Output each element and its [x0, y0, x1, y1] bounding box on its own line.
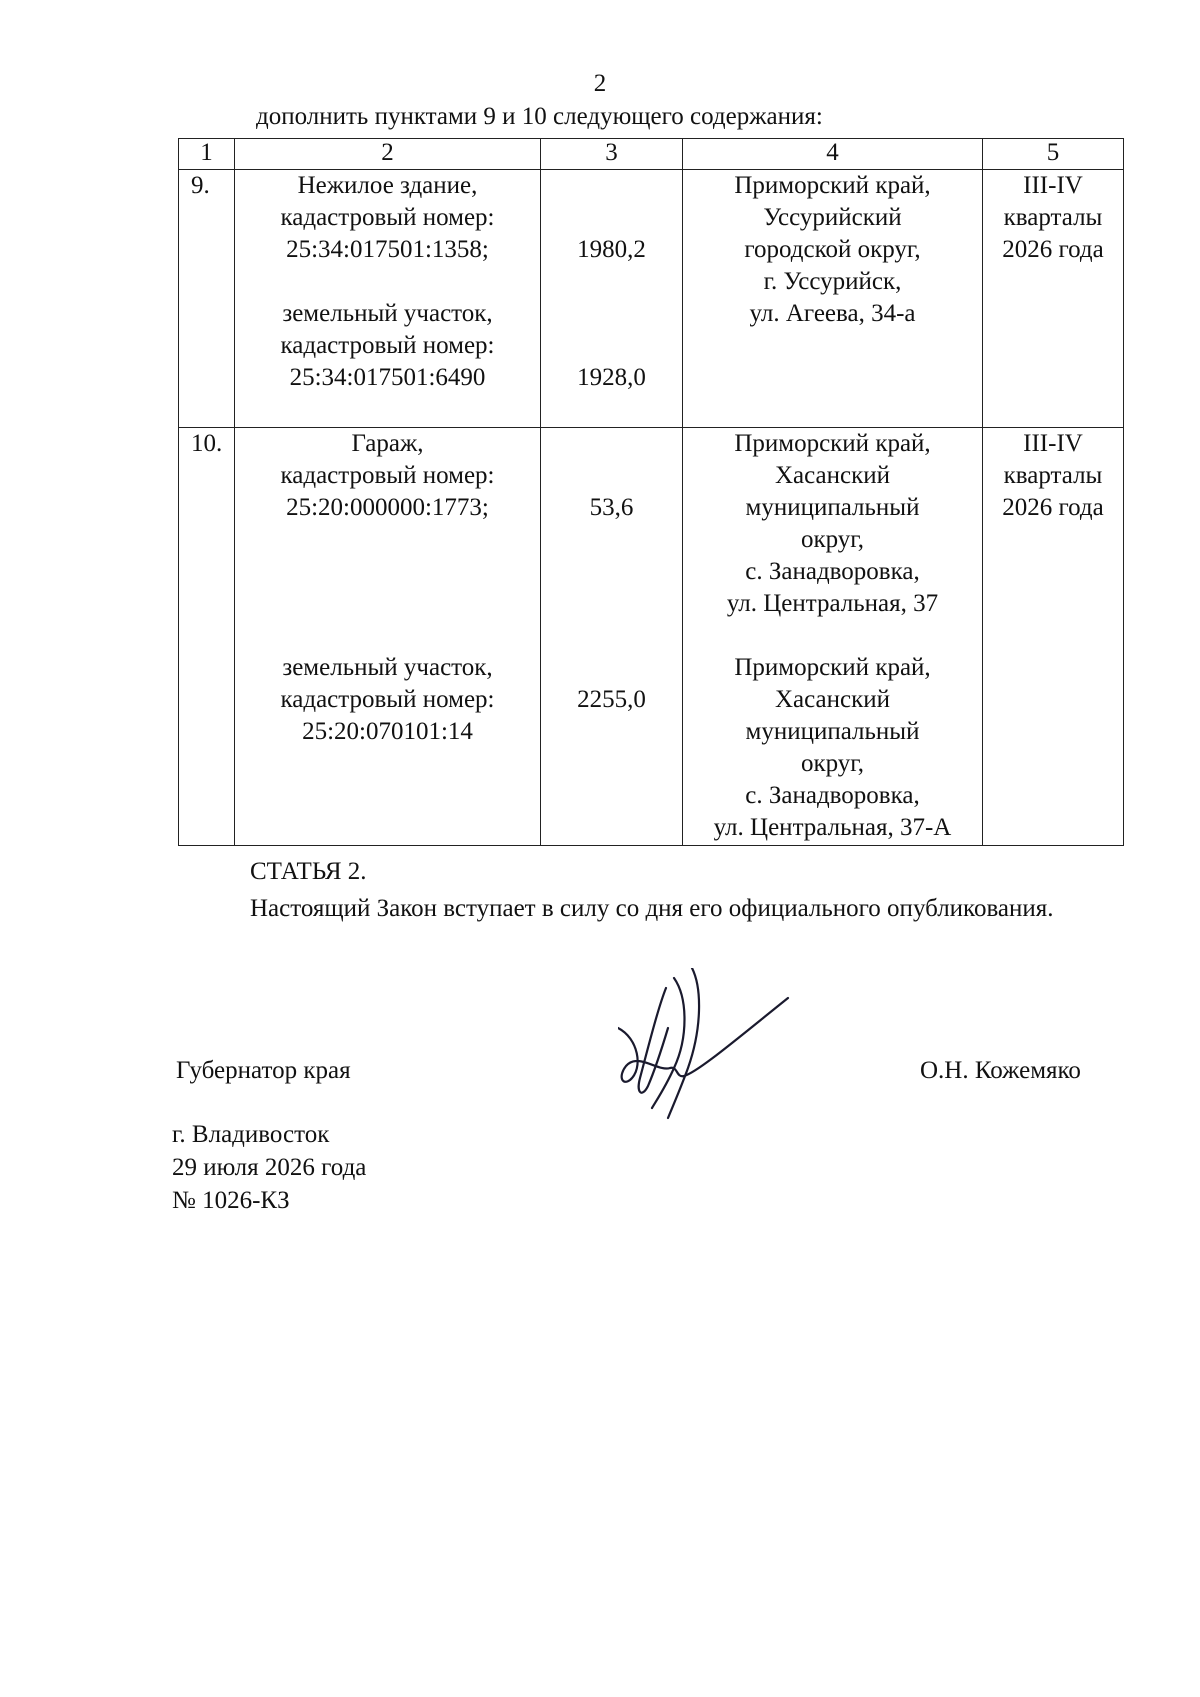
address-text: Приморский край, Хасанский муниципальный округ, с. Занадворовка, ул. Центральная, 37-А — [713, 654, 952, 841]
area-value: 1980,2 — [577, 236, 646, 263]
period-text: III-IV кварталы 2026 года — [1002, 172, 1104, 263]
row-number: 10. — [179, 428, 235, 846]
table-header-cell: 1 — [179, 139, 235, 170]
table-header-cell: 3 — [541, 139, 683, 170]
law-number: № 1026-КЗ — [172, 1187, 290, 1214]
area-value: 53,6 — [589, 494, 634, 521]
address-cell — [683, 170, 983, 428]
city: г. Владивосток — [172, 1121, 330, 1148]
governor-label: Губернатор края — [176, 1057, 351, 1084]
table-row — [179, 170, 1124, 428]
object-description: Гараж, кадастровый номер: 25:20:000000:1773; — [280, 430, 495, 521]
area-value: 2255,0 — [577, 686, 646, 713]
page-number: 2 — [593, 70, 607, 97]
article-heading: СТАТЬЯ 2. — [250, 858, 367, 885]
signature-image — [618, 968, 808, 1128]
place-and-date — [172, 1118, 366, 1217]
period-cell — [983, 428, 1124, 846]
table-header-row — [179, 139, 1124, 170]
intro-text: дополнить пунктами 9 и 10 следующего содержания: — [256, 103, 823, 130]
address-text: Приморский край, Хасанский муниципальный округ, с. Занадворовка, ул. Центральная, 37 — [726, 430, 939, 617]
date: 29 июля 2026 года — [172, 1154, 367, 1181]
object-description: земельный участок, кадастровый номер: 25:20:070101:14 — [280, 654, 495, 745]
table-row — [179, 428, 1124, 846]
area-cell — [541, 170, 683, 428]
law-text: Настоящий Закон вступает в силу со дня его официального опубликования. — [250, 895, 1054, 922]
address-text: Приморский край, Уссурийский городской округ, г. Уссурийск, ул. Агеева, 34-а — [734, 172, 931, 327]
object-description: Нежилое здание, кадастровый номер: 25:34:017501:1358; — [280, 172, 495, 263]
table-header-cell: 4 — [683, 139, 983, 170]
governor-name: О.Н. Кожемяко — [920, 1057, 1081, 1084]
area-value: 1928,0 — [577, 364, 646, 391]
object-description: земельный участок, кадастровый номер: 25:34:017501:6490 — [280, 300, 495, 391]
table-header-cell: 2 — [235, 139, 541, 170]
property-table — [178, 138, 1124, 846]
area-cell — [541, 428, 683, 846]
period-text: III-IV кварталы 2026 года — [1002, 430, 1104, 521]
object-cell — [235, 428, 541, 846]
address-cell — [683, 428, 983, 846]
row-number: 9. — [179, 170, 235, 428]
period-cell — [983, 170, 1124, 428]
table-header-cell: 5 — [983, 139, 1124, 170]
object-cell — [235, 170, 541, 428]
